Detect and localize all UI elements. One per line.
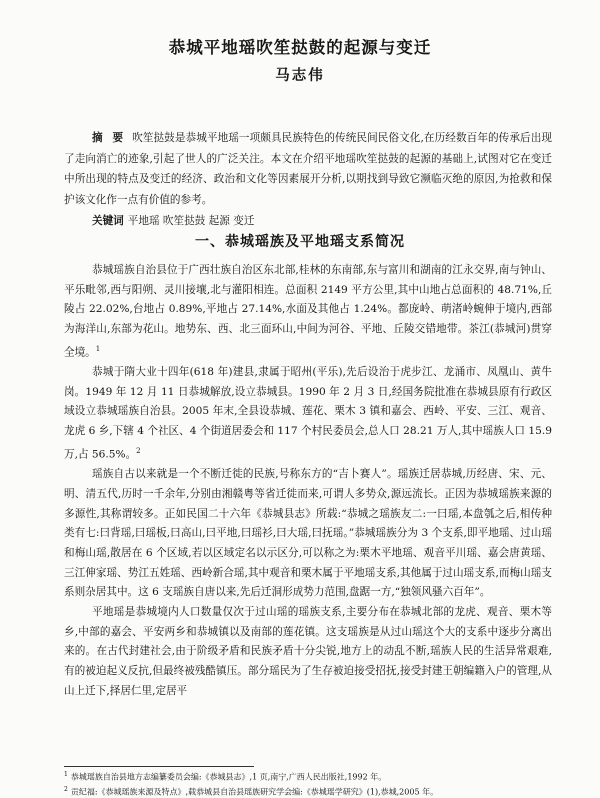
abstract-text: 吹笙挞鼓是恭城平地瑶一项颇具民族特色的传统民间民俗文化,在历经数百年的传承后出现了走向消亡的迹象,引起了世人的广泛关注。本文在介绍平地瑶吹笙挞鼓的起源的基础上,试图对它在变迁中所出现的特点及变迁的经济、政治和文化等因素展开分析,以期找到导致它濒临灭绝的原因,为抢救和保护该文化作一点有价值的参考。 [64, 132, 552, 206]
section-heading: 一、恭城瑶族及平地瑶支系简况 [195, 234, 405, 250]
paragraph-2: 恭城于隋大业十四年(618 年)建县,隶属于昭州(平乐),先后设治于虎步江、龙涌市、凤凰山、黄牛岗。1949 年 12 月 11 日恭城解放,设立恭城县。1990 年 2 月 3 日,经国务院批准在恭城县原有行政区域设立恭城瑶族自治县。2005 年末,全县设恭城、莲花、栗木 3 镇和嘉会、西岭、平安、三江、观音、龙虎 6 乡,下辖 4 个社区、4 个街道居委会和 117 个村民委员会,总人口 28.21 万人,其中瑶族人口 15.9 万,占 56.5%。$^2$ [64, 366, 552, 461]
paper-title: 恭城平地瑶吹笙挞鼓的起源与变迁 [168, 38, 432, 57]
abstract-label: 摘 要 [92, 132, 127, 144]
footnote-2: $^2$ 贡纪福:《恭城瑶族来源及特点》,载恭城县自治县瑶族研究学会编:《恭城瑶学研究》(1),恭城,2005 年。 [64, 785, 439, 797]
body-text [64, 261, 552, 702]
abstract [64, 128, 552, 210]
keywords-text: 平地瑶 吹笙挞鼓 起源 变迁 [127, 215, 255, 227]
footnote-ref-1[interactable]: 1 [95, 344, 101, 353]
footnote-1: $^1$ 恭城瑶族自治县地方志编纂委员会编:《恭城县志》,1 页,南宁,广西人民出版社,1992 年。 [64, 771, 387, 782]
paragraph-3: 瑶族自古以来就是一个不断迁徙的民族,号称东方的“吉卜赛人”。瑶族迁居恭城,历经唐、宋、元、明、清五代,历时一千余年,分别由湘赣粤等省迁徙而来,可谓人多势众,源远流长。正因为恭城瑶族来源的多源性,其称谓较多。正如民国二十六年《恭城县志》所载:“恭城之瑶族友二:一曰瑶,本盘瓠之后,相传种类有七:曰背瑶,曰瑶板,曰高山,曰平地,曰瑶衫,曰大瑶,曰抚瑶。”恭城瑶族分为 3 个支系,即平地瑶、过山瑶和梅山瑶,散居在 6 个区域,若以区域定名以示区分,可以称之为:栗木平地瑶、观音平川瑶、嘉会唐黄瑶、三江伸家瑶、势江五姓瑶、西岭新合瑶,其中观音和栗木属于平地瑶支系,其他属于过山瑶支系,而梅山瑶支系则杂居其中。这 6 支瑶族自唐以来,先后迁洞形成势力范围,盘踞一方,“独领风骚六百年”。 [64, 468, 552, 599]
footnote-divider [64, 766, 254, 767]
keywords-label: 关键词 [92, 215, 124, 227]
footnote-ref-2[interactable]: 2 [136, 446, 141, 455]
paragraph-4: 平地瑶是恭城境内人口数量仅次于过山瑶的瑶族支系,主要分布在恭城北部的龙虎、观音、栗木等乡,中部的嘉会、平安两乡和恭城镇以及南部的莲花镇。这支瑶族是从过山瑶这个大的支系中逐步分离出来的。在古代封建社会,由于阶级矛盾和民族矛盾十分尖锐,地方上的动乱不断,瑶族人民的生活异常艰难,有的被迫起义反抗,但最终被残酷镇压。部分瑶民为了生存被迫接受招抚,接受封建王朝编籍入户的管理,从山上迁下,择居仁里,定居平 [64, 606, 552, 697]
paragraph-1: 恭城瑶族自治县位于广西壮族自治区东北部,桂林的东南部,东与富川和湖南的江永交界,南与钟山、平乐毗邻,西与阳朔、灵川接壤,北与灌阳相连。总面积 2149 平方公里,其中山地占总面积的 48.71%,丘陵占 22.02%,台地占 0.89%,平地占 27.14%,水面及其他占 1.24%。都庞岭、萌渚岭蜿伸于境内,西部为海洋山,东部为花山。地势东、西、北三面环山,中间为河谷、平地、丘陵交错地带。茶江(恭城河)贯穿全境。$^1$ [64, 264, 552, 359]
footnotes [64, 769, 552, 798]
keywords [92, 211, 552, 231]
author-name: 马志伟 [275, 68, 325, 84]
